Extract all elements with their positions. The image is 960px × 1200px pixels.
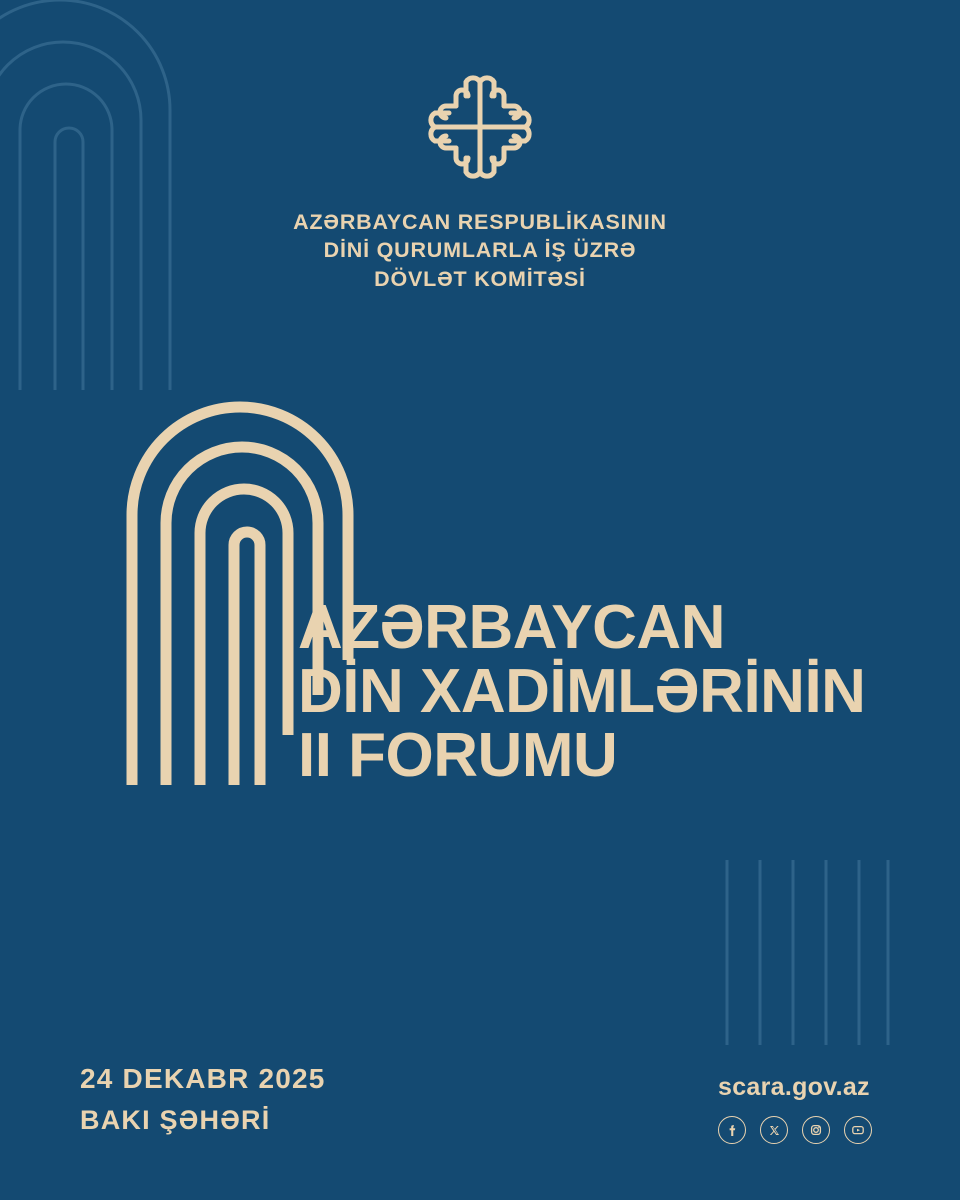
organization-name bbox=[0, 208, 960, 293]
organization-line-3: DÖVLƏT KOMİTƏSİ bbox=[374, 266, 586, 291]
organization-line-1: AZƏRBAYCAN RESPUBLİKASININ bbox=[293, 210, 667, 234]
event-details bbox=[80, 1058, 326, 1141]
contact-block bbox=[718, 1073, 888, 1144]
azerbaijan-state-committee-ornament-emblem bbox=[416, 66, 544, 188]
title-line-1: AZƏRBAYCAN bbox=[298, 593, 725, 662]
instagram-icon[interactable] bbox=[802, 1116, 830, 1144]
emblem-container bbox=[0, 66, 960, 188]
website-url[interactable]: scara.gov.az bbox=[718, 1073, 870, 1101]
poster-title bbox=[298, 593, 866, 790]
event-date: 24 DEKABR 2025 bbox=[80, 1062, 326, 1094]
event-city: BAKI ŞƏHƏRİ bbox=[80, 1104, 271, 1135]
youtube-icon[interactable] bbox=[844, 1116, 872, 1144]
facebook-icon[interactable] bbox=[718, 1116, 746, 1144]
decorative-vertical-lines bbox=[722, 860, 892, 1045]
decorative-arches-topleft bbox=[0, 0, 270, 390]
x-twitter-icon[interactable] bbox=[760, 1116, 788, 1144]
social-links bbox=[718, 1116, 888, 1144]
organization-line-2: DİNİ QURUMLARLA İŞ ÜZRƏ bbox=[323, 238, 637, 263]
title-line-3: II FORUMU bbox=[298, 720, 618, 790]
title-line-2: DİN XADİMLƏRİNİN bbox=[298, 656, 866, 726]
